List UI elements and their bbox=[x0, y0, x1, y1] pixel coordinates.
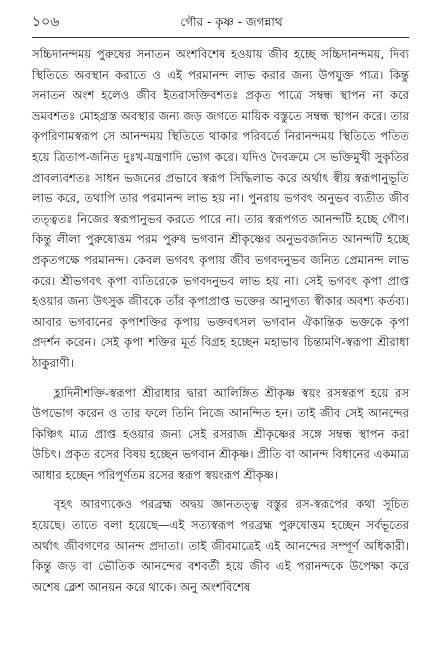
running-head: গৌর - কৃষ্ণ - জগন্নাথ bbox=[180, 15, 283, 29]
paragraph-1: সচ্চিদানন্দময় পুরুষের সনাতন অংশবিশেষ হওয়ায় জীব হচ্ছে সচ্চিদানন্দময়, দিব্য স্থিতিতে অবস্থান করাতে ও এই পরমানন্দ লাভ করার জন্য উপযুক্ত পাত্র। কিন্তু সনাতন অংশ হলেও জীব ইতরাসক্তিবশতঃ প্রকৃত পাত্রে সম্বন্ধ স্থাপন না করে ভ্রমবশতঃ মোহগ্রস্ত অবস্থার জন্য জড় জগতে মায়িক বস্তুতে সম্বন্ধ স্থাপন করে। তার কৃপরিণামস্বরূপ সে আনন্দময় স্থিতিতে থাকার পরিবর্তে নিরানন্দময় স্থিতিতে পতিত হয়ে ত্রিতাপ-জনিত দুঃখ-যন্ত্রণাদি ভোগ করে। যদিও দৈবক্রমে সে ভক্তিমুখী সুকৃতির প্রাবল্যবশতঃ সাধন ভজনের প্রভাবে স্বরূপ সিদ্ধিলাভ করে অর্থাৎ স্বীয় স্বরূপানুভূতি লাভ করে, তথাপি তার পরমানন্দ লাভ হয় না। পুনরায় ভগবৎ অনুভব ব্যতীত জীব তত্ত্বতঃ নিজের স্বরূপানুভব করতে পারে না। তার স্বরূপগত আনন্দটি হচ্ছে গৌণ। কিন্তু লীলা পুরুষোত্তম পরম পুরুষ ভগবান শ্রীকৃষ্ণের অনুভবজনিত আনন্দটি হচ্ছে প্রকৃতপক্ষে পরমানন্দ। কেবল ভগবৎ কৃপায় জীব ভগবদনুভব জনিত প্রেমানন্দ লাভ করে। শ্রীভগবৎ কৃপা ব্যতিরেকে ভগবদনুভব লাভ হয় না। সেই ভগবৎ কৃপা প্রাপ্ত হওয়ার জন্য উৎসুক জীবকে তাঁর কৃপাপ্রাপ্ত ভক্তের আনুগত্য স্বীকার অবশ্য কর্তব্য। আবার ভগবানের কৃপাশক্তির কৃপায় ভক্তবৎসল ভগবান ঐকান্তিক ভক্তকে কৃপা প্রদর্শন করেন। সেই কৃপা শক্তির মূর্ত বিগ্রহ হচ্ছেন মহাভাব চিন্তামণি-স্বরূপা শ্রীরাধা ঠাকুরাণী। bbox=[32, 47, 409, 370]
paragraph-3: বৃহৎ আরণ্যকেও পরব্রহ্ম অদ্বয় জ্ঞানতত্ত্ব বস্তুর রস-স্বরূপের কথা সূচিত হয়েছে। তাতে বলা হয়েছে—এই সত্যস্বরূপ পরব্রহ্ম পুরুষোত্তম হচ্ছেন সর্বভূতের অর্থাৎ জীবগণের আনন্দ প্রদাতা। তাই জীবমাত্রেই এই আনন্দের সম্পূর্ণ অধিকারী। কিন্তু জড় বা ভৌতিক আনন্দের বশবর্তী হয়ে জীব এই পরানন্দকে উপেক্ষা করে অশেষ ক্লেশ আনয়ন করে থাকে। অনু অংশবিশেষ bbox=[32, 497, 409, 594]
page-header bbox=[32, 12, 411, 34]
header-rule bbox=[32, 37, 409, 38]
paragraph-2: হ্লাদিনীশক্তি-স্বরূপা শ্রীরাধার দ্বারা আলিঙ্গিত শ্রীকৃষ্ণ স্বয়ং রসস্বরূপ হয়ে রস উপভোগ করেন ও তার ফলে তিনি নিজে আনন্দিত হন। তাই জীব সেই আনন্দের কিঞ্চিৎ মাত্র প্রাপ্ত হওয়ার জন্য সেই রসরাজ শ্রীকৃষ্ণের সঙ্গে সম্বন্ধ স্থাপন করা উচিৎ। প্রকৃত রসের বিষয় হচ্ছেন ভগবান শ্রীকৃষ্ণ। প্রীতি বা আনন্দ বিধানের একমাত্র আধার হচ্ছেন পরিপূর্ণতম রসের স্বরূপ স্বয়ংরূপ শ্রীকৃষ্ণ। bbox=[32, 385, 409, 482]
body-text bbox=[32, 44, 409, 597]
page-number: ১০৬ bbox=[32, 14, 60, 30]
